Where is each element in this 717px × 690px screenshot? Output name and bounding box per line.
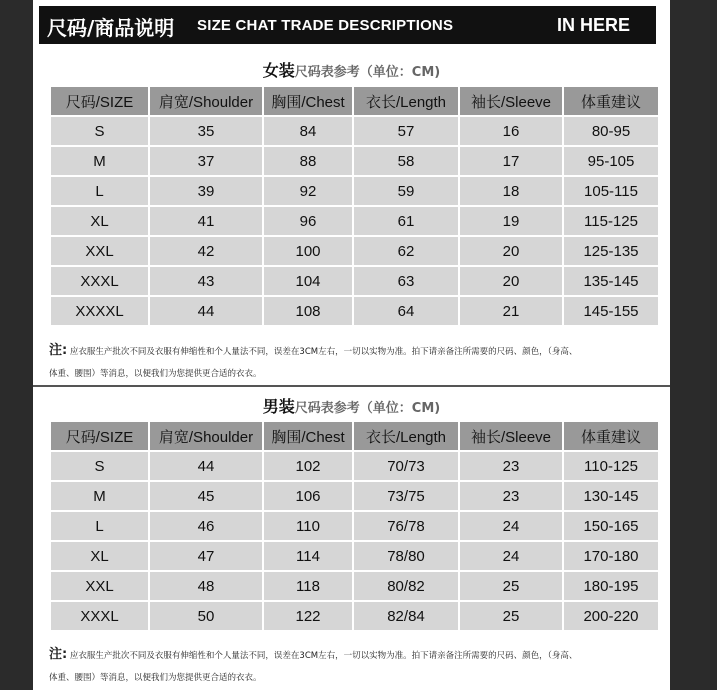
- cell-length: 62: [354, 237, 458, 265]
- cell-sleeve: 20: [460, 267, 562, 295]
- cell-length: 64: [354, 297, 458, 325]
- cell-sleeve: 24: [460, 512, 562, 540]
- header-chest: 胸围/Chest: [264, 87, 352, 115]
- men-size-table: [49, 420, 660, 632]
- cell-weight: 150-165: [564, 512, 658, 540]
- cell-weight: 200-220: [564, 602, 658, 630]
- men-note: [49, 644, 661, 689]
- cell-length: 59: [354, 177, 458, 205]
- cell-chest: 122: [264, 602, 352, 630]
- cell-weight: 180-195: [564, 572, 658, 600]
- cell-shoulder: 37: [150, 147, 262, 175]
- cell-weight: 80-95: [564, 117, 658, 145]
- women-note-line2: 体重、腰围）等消息，以便我们为您提供更合适的衣衣。: [49, 369, 262, 379]
- table-row: [51, 482, 658, 510]
- header-size: 尺码/SIZE: [51, 422, 148, 450]
- men-note-line2: 体重、腰围）等消息，以便我们为您提供更合适的衣衣。: [49, 673, 262, 683]
- header-banner: [39, 6, 656, 44]
- men-title-main: 男装: [262, 397, 295, 416]
- cell-shoulder: 41: [150, 207, 262, 235]
- cell-length: 57: [354, 117, 458, 145]
- cell-length: 78/80: [354, 542, 458, 570]
- cell-shoulder: 48: [150, 572, 262, 600]
- header-size: 尺码/SIZE: [51, 87, 148, 115]
- cell-weight: 115-125: [564, 207, 658, 235]
- cell-size: M: [51, 147, 148, 175]
- cell-weight: 135-145: [564, 267, 658, 295]
- table-row: [51, 542, 658, 570]
- cell-shoulder: 47: [150, 542, 262, 570]
- cell-sleeve: 23: [460, 482, 562, 510]
- header-length: 衣长/Length: [354, 87, 458, 115]
- cell-weight: 105-115: [564, 177, 658, 205]
- cell-chest: 88: [264, 147, 352, 175]
- table-row: [51, 452, 658, 480]
- table-row: [51, 512, 658, 540]
- cell-weight: 145-155: [564, 297, 658, 325]
- women-size-table: [49, 85, 660, 327]
- cell-chest: 110: [264, 512, 352, 540]
- banner-title-cn: 尺码/商品说明: [47, 16, 175, 40]
- cell-size: XXXL: [51, 602, 148, 630]
- cell-weight: 110-125: [564, 452, 658, 480]
- cell-weight: 130-145: [564, 482, 658, 510]
- note-label: 注:: [49, 343, 68, 358]
- table-row: [51, 147, 658, 175]
- cell-sleeve: 25: [460, 602, 562, 630]
- cell-chest: 106: [264, 482, 352, 510]
- cell-shoulder: 44: [150, 452, 262, 480]
- header-shoulder: 肩宽/Shoulder: [150, 422, 262, 450]
- cell-shoulder: 45: [150, 482, 262, 510]
- cell-shoulder: 43: [150, 267, 262, 295]
- cell-weight: 125-135: [564, 237, 658, 265]
- cell-length: 76/78: [354, 512, 458, 540]
- cell-length: 80/82: [354, 572, 458, 600]
- cell-size: L: [51, 512, 148, 540]
- women-section-title: [33, 58, 670, 81]
- cell-shoulder: 42: [150, 237, 262, 265]
- cell-chest: 102: [264, 452, 352, 480]
- cell-weight: 95-105: [564, 147, 658, 175]
- cell-sleeve: 18: [460, 177, 562, 205]
- cell-size: S: [51, 117, 148, 145]
- cell-size: M: [51, 482, 148, 510]
- banner-title-en: SIZE CHAT TRADE DESCRIPTIONS: [197, 17, 454, 34]
- women-note: [49, 340, 661, 385]
- note-text: 应衣服生产批次不同及衣服有伸缩性和个人量法不同，误差在3CM左右，一切以实物为准。拍下请亲备注所需要的尺码、颜色，（身高、: [69, 651, 578, 661]
- cell-size: S: [51, 452, 148, 480]
- men-section-title: [33, 394, 670, 417]
- cell-chest: 96: [264, 207, 352, 235]
- cell-sleeve: 19: [460, 207, 562, 235]
- cell-length: 82/84: [354, 602, 458, 630]
- cell-sleeve: 17: [460, 147, 562, 175]
- cell-chest: 104: [264, 267, 352, 295]
- men-title-sub: 尺码表参考（单位：CM): [294, 401, 441, 416]
- size-chart-page: [33, 0, 670, 690]
- cell-shoulder: 46: [150, 512, 262, 540]
- cell-size: XXXXL: [51, 297, 148, 325]
- header-length: 衣长/Length: [354, 422, 458, 450]
- banner-right-text: IN HERE: [557, 15, 631, 35]
- table-row: [51, 602, 658, 630]
- cell-size: XXXL: [51, 267, 148, 295]
- cell-sleeve: 16: [460, 117, 562, 145]
- table-row: [51, 267, 658, 295]
- note-text: 应衣服生产批次不同及衣服有伸缩性和个人量法不同，误差在3CM左右，一切以实物为准。拍下请亲备注所需要的尺码、颜色，（身高、: [69, 347, 578, 357]
- cell-chest: 108: [264, 297, 352, 325]
- header-shoulder: 肩宽/Shoulder: [150, 87, 262, 115]
- cell-chest: 118: [264, 572, 352, 600]
- cell-length: 73/75: [354, 482, 458, 510]
- cell-shoulder: 44: [150, 297, 262, 325]
- cell-size: L: [51, 177, 148, 205]
- cell-size: XL: [51, 207, 148, 235]
- header-chest: 胸围/Chest: [264, 422, 352, 450]
- cell-length: 70/73: [354, 452, 458, 480]
- table-row: [51, 297, 658, 325]
- header-sleeve: 袖长/Sleeve: [460, 422, 562, 450]
- table-header-row: [51, 422, 658, 450]
- cell-size: XXL: [51, 237, 148, 265]
- cell-sleeve: 20: [460, 237, 562, 265]
- cell-sleeve: 21: [460, 297, 562, 325]
- cell-length: 63: [354, 267, 458, 295]
- cell-weight: 170-180: [564, 542, 658, 570]
- cell-chest: 92: [264, 177, 352, 205]
- cell-length: 58: [354, 147, 458, 175]
- cell-sleeve: 24: [460, 542, 562, 570]
- cell-chest: 114: [264, 542, 352, 570]
- cell-shoulder: 35: [150, 117, 262, 145]
- cell-chest: 100: [264, 237, 352, 265]
- men-note-line1: [49, 644, 661, 667]
- section-divider: [33, 385, 670, 387]
- cell-sleeve: 23: [460, 452, 562, 480]
- header-sleeve: 袖长/Sleeve: [460, 87, 562, 115]
- women-title-main: 女装: [262, 61, 295, 80]
- table-row: [51, 207, 658, 235]
- table-row: [51, 237, 658, 265]
- women-note-line1: [49, 340, 661, 363]
- header-weight: 体重建议: [564, 422, 658, 450]
- note-label: 注:: [49, 647, 68, 662]
- cell-chest: 84: [264, 117, 352, 145]
- cell-length: 61: [354, 207, 458, 235]
- cell-sleeve: 25: [460, 572, 562, 600]
- cell-size: XL: [51, 542, 148, 570]
- cell-shoulder: 50: [150, 602, 262, 630]
- cell-shoulder: 39: [150, 177, 262, 205]
- cell-size: XXL: [51, 572, 148, 600]
- table-row: [51, 117, 658, 145]
- table-header-row: [51, 87, 658, 115]
- header-weight: 体重建议: [564, 87, 658, 115]
- table-row: [51, 572, 658, 600]
- table-row: [51, 177, 658, 205]
- women-title-sub: 尺码表参考（单位：CM): [294, 65, 441, 80]
